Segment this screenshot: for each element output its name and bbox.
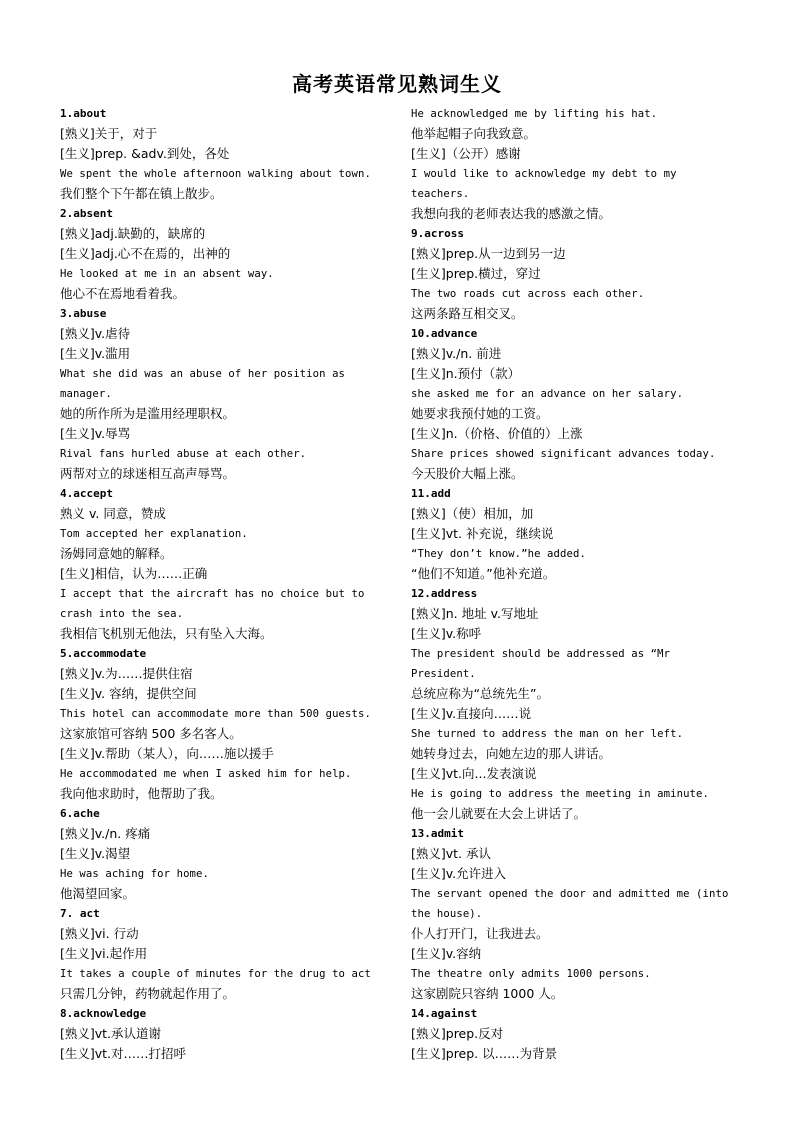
chinese-translation: 她要求我预付她的工资。 — [411, 406, 549, 421]
english-example: Share prices showed significant advances today. — [411, 448, 716, 460]
definition-line: [生义]相信，认为……正确 — [60, 566, 208, 581]
entry-heading: 6.ache — [60, 807, 100, 820]
definition-line: [熟义]n. 地址 v.写地址 — [411, 606, 539, 621]
english-example: she asked me for an advance on her salary. — [411, 388, 684, 400]
definition-line: [生义]n.（价格、价值的）上涨 — [411, 426, 583, 441]
english-example: He acknowledged me by lifting his hat. — [411, 108, 658, 120]
english-example: I accept that the aircraft has no choice but to — [60, 588, 365, 600]
entry-heading: 9.across — [411, 227, 464, 240]
chinese-translation: 两帮对立的球迷相互高声辱骂。 — [60, 466, 236, 481]
chinese-translation: 只需几分钟，药物就起作用了。 — [60, 986, 236, 1001]
definition-line: [生义]n.预付（款） — [411, 366, 521, 381]
english-example: It takes a couple of minutes for the drug to act — [60, 968, 371, 980]
entry-heading: 11.add — [411, 487, 451, 500]
english-example: The president should be addressed as “Mr — [411, 648, 671, 660]
entry-heading: 8.acknowledge — [60, 1007, 147, 1020]
definition-line: [熟义]v./n. 前进 — [411, 346, 502, 361]
english-example: the house). — [411, 908, 483, 920]
english-example: I would like to acknowledge my debt to my — [411, 168, 677, 180]
definition-line: [生义]prep. 以……为背景 — [411, 1046, 558, 1061]
chinese-translation: 我相信飞机别无他法，只有坠入大海。 — [60, 626, 273, 641]
definition-line: [熟义]v.为……提供住宿 — [60, 666, 193, 681]
definition-line: [生义]v.渴望 — [60, 846, 131, 861]
english-example: The servant opened the door and admitted me (into — [411, 888, 729, 900]
definition-line: [熟义]v./n. 疼痛 — [60, 826, 151, 841]
english-example: President. — [411, 668, 476, 680]
definition-line: [生义]v. 容纳，提供空间 — [60, 686, 197, 701]
definition-line: [熟义]（使）相加，加 — [411, 506, 534, 521]
chinese-translation: 这两条路互相交叉。 — [411, 306, 524, 321]
definition-line: [熟义]vt. 承认 — [411, 846, 491, 861]
entry-heading: 4.accept — [60, 487, 113, 500]
definition-line: [熟义]prep.反对 — [411, 1026, 504, 1041]
definition-line: [生义]v.称呼 — [411, 626, 482, 641]
definition-line: [生义]vt.向...发表演说 — [411, 766, 537, 781]
entry-heading: 2.absent — [60, 207, 113, 220]
definition-line: [熟义]关于，对于 — [60, 126, 158, 141]
entry-heading: 3.abuse — [60, 307, 107, 320]
english-example: What she did was an abuse of her position as — [60, 368, 346, 380]
entry-heading: 14.against — [411, 1007, 478, 1020]
english-example: teachers. — [411, 188, 470, 200]
definition-line: [熟义]v.虐待 — [60, 326, 131, 341]
chinese-translation: 这家旅馆可容纳 500 多名客人。 — [60, 726, 242, 741]
english-example: The theatre only admits 1000 persons. — [411, 968, 651, 980]
definition-line: [生义]v.滥用 — [60, 346, 131, 361]
chinese-translation: 他举起帽子向我致意。 — [411, 126, 537, 141]
chinese-translation: 汤姆同意她的解释。 — [60, 546, 173, 561]
entry-heading: 7. act — [60, 907, 100, 920]
english-example: Rival fans hurled abuse at each other. — [60, 448, 307, 460]
chinese-translation: 总统应称为“总统先生”。 — [411, 686, 549, 701]
definition-line: [生义]prep. &adv.到处，各处 — [60, 146, 230, 161]
english-example: He looked at me in an absent way. — [60, 268, 274, 280]
chinese-translation: 我们整个下午都在镇上散步。 — [60, 186, 223, 201]
definition-line: [生义]vt.对……打招呼 — [60, 1046, 187, 1061]
english-example: This hotel can accommodate more than 500 guests. — [60, 708, 371, 720]
english-example: She turned to address the man on her left. — [411, 728, 684, 740]
chinese-translation: 她的所作所为是滥用经理职权。 — [60, 406, 236, 421]
definition-line: [生义]v.允许进入 — [411, 866, 507, 881]
english-example: Tom accepted her explanation. — [60, 528, 248, 540]
english-example: He was aching for home. — [60, 868, 209, 880]
definition-line: [生义]v.辱骂 — [60, 426, 131, 441]
right-column — [411, 104, 741, 1064]
english-example: manager. — [60, 388, 112, 400]
definition-line: [生义]v.容纳 — [411, 946, 482, 961]
chinese-translation: 她转身过去，向她左边的那人讲话。 — [411, 746, 612, 761]
chinese-translation: 仆人打开门，让我进去。 — [411, 926, 549, 941]
left-column — [60, 104, 390, 1064]
definition-line: [生义]（公开）感谢 — [411, 146, 521, 161]
entry-heading: 10.advance — [411, 327, 478, 340]
definition-line: [生义]adj.心不在焉的，出神的 — [60, 246, 231, 261]
english-example: We spent the whole afternoon walking about town. — [60, 168, 371, 180]
entry-heading: 12.address — [411, 587, 478, 600]
definition-line: [熟义]vi. 行动 — [60, 926, 139, 941]
definition-line: [生义]v.直接向……说 — [411, 706, 532, 721]
definition-line: [生义]v.帮助（某人），向……施以援手 — [60, 746, 274, 761]
entry-heading: 1.about — [60, 107, 107, 120]
chinese-translation: 我向他求助时，他帮助了我。 — [60, 786, 223, 801]
chinese-translation: 我想向我的老师表达我的感激之情。 — [411, 206, 612, 221]
english-example: crash into the sea. — [60, 608, 184, 620]
entry-heading: 5.accommodate — [60, 647, 147, 660]
definition-line: [生义]vt. 补充说，继续说 — [411, 526, 554, 541]
chinese-translation: 他一会儿就要在大会上讲话了。 — [411, 806, 587, 821]
chinese-translation: 他渴望回家。 — [60, 886, 136, 901]
chinese-translation: 今天股价大幅上涨。 — [411, 466, 524, 481]
definition-line: [生义]vi.起作用 — [60, 946, 148, 961]
english-example: He is going to address the meeting in aminute. — [411, 788, 709, 800]
definition-line: [熟义]adj.缺勤的，缺席的 — [60, 226, 206, 241]
entry-heading: 13.admit — [411, 827, 464, 840]
definition-line: 熟义 v. 同意，赞成 — [60, 506, 166, 521]
chinese-translation: 这家剧院只容纳 1000 人。 — [411, 986, 564, 1001]
page-title: 高考英语常见熟词生义 — [292, 72, 502, 96]
definition-line: [熟义]prep.从一边到另一边 — [411, 246, 566, 261]
english-example: He accommodated me when I asked him for help. — [60, 768, 352, 780]
chinese-translation: 他心不在焉地看着我。 — [60, 286, 186, 301]
definition-line: [生义]prep.横过，穿过 — [411, 266, 541, 281]
english-example: The two roads cut across each other. — [411, 288, 645, 300]
chinese-translation: “他们不知道。”他补充道。 — [411, 566, 556, 581]
english-example: “They don’t know.”he added. — [411, 548, 586, 560]
definition-line: [熟义]vt.承认道谢 — [60, 1026, 162, 1041]
